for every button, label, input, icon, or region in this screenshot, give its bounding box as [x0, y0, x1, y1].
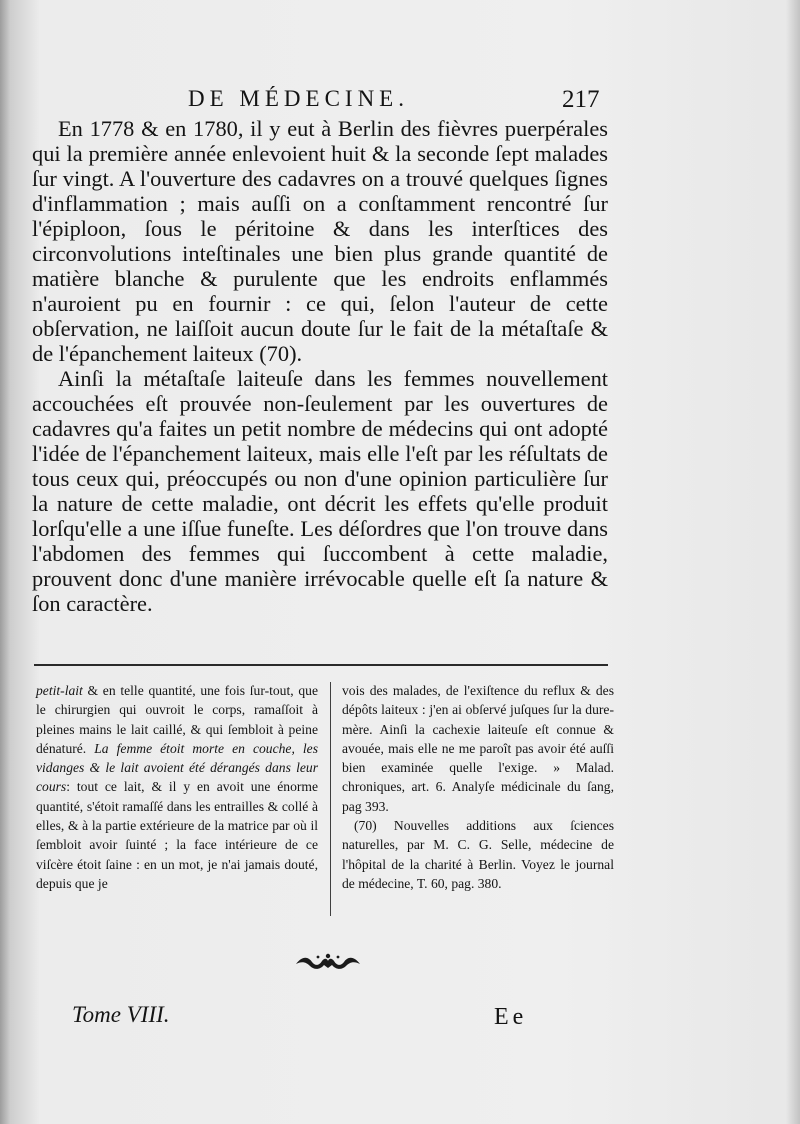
- page-header: [0, 86, 800, 118]
- footnote-italic-quote: La femme étoit morte en couche, les vidanges & le lait avoient été dérangés dans leur cours: [36, 740, 318, 795]
- paragraph-2: Ainſi la métaſtaſe laiteuſe dans les femmes nouvellement accouchées eſt prouvée non-ſeulement par les ouvertures de cadavres qu'a faites un petit nombre de médecins qui ont adopté l'idée de l'épanchement laiteux, mais elle l'eſt par les réſultats de tous ceux qui, préoccupés ou non d'une opinion particulière ſur la nature de cette maladie, ont décrit les effets qu'elle produit lorſqu'elle a une iſſue funeſte. Les déſordres que l'on trouve dans l'abdomen des femmes qui ſuccombent à cette maladie, prouvent donc d'une manière irrévocable quelle eſt ſa nature & ſon caractère.: [32, 366, 608, 616]
- footnote-column-left: [36, 681, 318, 893]
- footnote-text-a: & en telle quantité, une fois ſur-tout, que le chirurgien qui ouvroit le corps, ramaſſoit à pleines mains le lait caillé, & qui ſembloit à peine dénaturé.: [36, 683, 318, 756]
- footnote-70: (70) Nouvelles additions aux ſciences naturelles, par M. C. G. Selle, médecine de l'hôpital de la charité à Berlin. Voyez le journal de médecine, T. 60, pag. 380.: [342, 818, 614, 891]
- printer-fleuron-icon: [292, 952, 364, 972]
- footnote-text-b: : tout ce lait, & il y en avoit une énorme quantité, s'étoit ramaſſé dans les entrailles & collé à elles, & à la partie extérieure de la matrice par où il ſembloit avoir ſuinté ; la face intérieure de ce viſcère étoit ſaine : en un mot, je n'ai jamais douté, depuis que je: [36, 779, 318, 891]
- paragraph-1: En 1778 & en 1780, il y eut à Berlin des fièvres puerpérales qui la première année enlevoient huit & la seconde ſept malades ſur vingt. A l'ouverture des cadavres on a trouvé quelques ſignes d'inflammation ; mais auſſi on a conſtamment rencontré ſur l'épiploon, ſous le péritoine & dans les interſtices des circonvolutions inteſtinales une bien plus grande quantité de matière blanche & purulente que les endroits enflammés n'auroient pu en fournir : ce qui, ſelon l'auteur de cette obſervation, ne laiſſoit aucun doute ſur le fait de la métaſtaſe & de l'épanchement laiteux (70).: [32, 116, 608, 366]
- footnote-separator-rule: [34, 664, 608, 666]
- main-text: [32, 116, 608, 616]
- gathering-signature: Ee: [494, 1004, 528, 1030]
- volume-signature: Tome VIII.: [72, 1002, 170, 1027]
- footnote-continuation: [36, 681, 318, 893]
- page-number: 217: [562, 86, 600, 113]
- footnote-continuation-end: vois des malades, de l'exiſtence du reflux & des dépôts laiteux : j'en ai obſervé juſques ſur la dure-mère. Ainſi la cachexie laiteuſe eſt connue & avouée, mais elle ne me paroît pas avoir été auſſi bien examinée quelle l'exige. » Malad. chroniques, art. 6. Analyſe médicinale du ſang, pag 393.: [342, 683, 614, 814]
- footnote-column-right: [342, 681, 614, 893]
- footnote-italic-term: petit-lait: [36, 683, 83, 698]
- page-edge-shadow: [786, 0, 800, 1124]
- footnote-column-divider: [330, 682, 331, 916]
- running-head: DE MÉDECINE.: [188, 86, 409, 111]
